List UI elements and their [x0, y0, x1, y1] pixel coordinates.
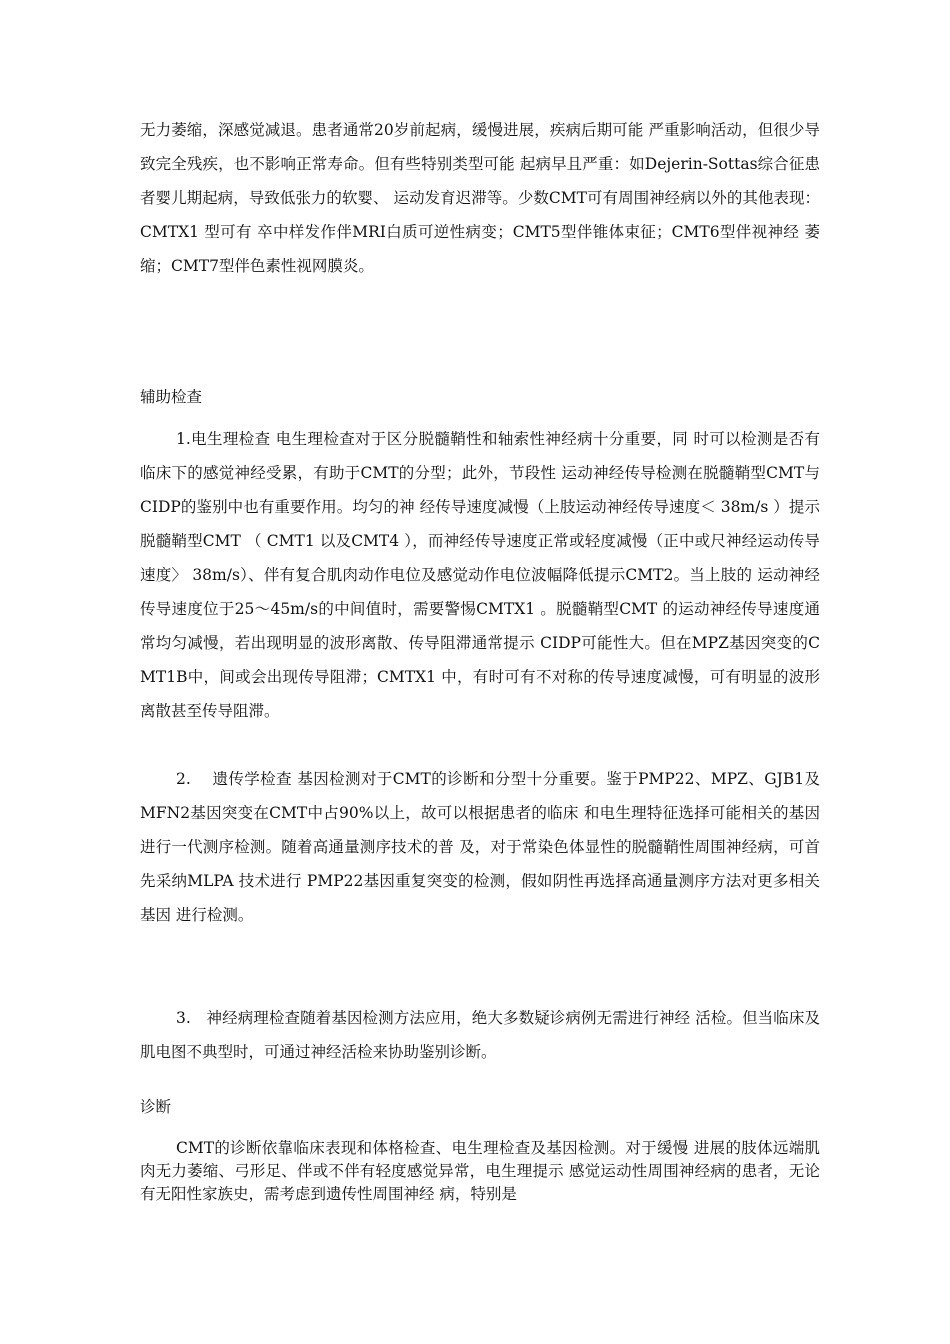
paragraph-diagnosis: CMT的诊断依靠临床表现和体格检查、电生理检查及基因检测。对于缓慢 进展的肢体远端肌肉无力萎缩、弓形足、伴或不伴有轻度感觉异常，电生理提示 感觉运动性周围神经病的患者，无论有无阳性家族史，需考虑到遗传性周围神经 病，特别是: [140, 1139, 820, 1203]
section-heading-auxiliary-exam: 辅助检查: [140, 388, 203, 406]
section-heading-diagnosis: 诊断: [140, 1098, 172, 1116]
paragraph-neuropathology: 3. 神经病理检查随着基因检测方法应用，绝大多数疑诊病例无需进行神经 活检。但当临床及肌电图不典型时，可通过神经活检来协助鉴别诊断。: [140, 1009, 820, 1061]
paragraph-electrophysiology: 1.电生理检查 电生理检查对于区分脱髓鞘性和轴索性神经病十分重要，同 时可以检测是否有临床下的感觉神经受累，有助于CMT的分型；此外，节段性 运动神经传导检测在脱髓鞘型CMT与CIDP的鉴别中也有重要作用。均匀的神 经传导速度减慢（上肢运动神经传导速度＜ 38m/s ）提示脱髓鞘型CMT （ CMT1 以及CMT4 ），而神经传导速度正常或轻度减慢（正中或尺神经运动传导速度〉 38m/s）、伴有复合肌肉动作电位及感觉动作电位波幅降低提示CMT2。当上肢的 运动神经传导速度位于25〜45m/s的中间值时，需要警惕CMTX1 。脱髓鞘型CMT 的运动神经传导速度通常均匀减慢，若出现明显的波形离散、传导阻滞通常提示 CIDP可能性大。但在MPZ基因突变的CMT1B中，间或会出现传导阻滞；CMTX1 中，有时可有不对称的传导速度减慢，可有明显的波形离散甚至传导阻滞。: [140, 430, 820, 720]
intro-paragraph: 无力萎缩，深感觉减退。患者通常20岁前起病，缓慢进展，疾病后期可能 严重影响活动，但很少导致完全残疾，也不影响正常寿命。但有些特别类型可能 起病早且严重：如Dejerin-Sottas综合征患者婴儿期起病，导致低张力的软婴、 运动发育迟滞等。少数CMT可有周围神经病以外的其他表现：CMTX1 型可有 卒中样发作伴MRI白质可逆性病变；CMT5型伴锥体束征；CMT6型伴视神经 萎缩；CMT7型伴色素性视网膜炎。: [140, 121, 820, 275]
paragraph-genetic-testing: 2. 遗传学检查 基因检测对于CMT的诊断和分型十分重要。鉴于PMP22、MPZ、GJB1及MFN2基因突变在CMT中占90%以上，故可以根据患者的临床 和电生理特征选择可能相关的基因进行一代测序检测。随着高通量测序技术的普 及，对于常染色体显性的脱髓鞘性周围神经病，可首先采纳MLPA 技术进行 PMP22基因重复突变的检测，假如阴性再选择高通量测序方法对更多相关基因 进行检测。: [140, 770, 820, 924]
